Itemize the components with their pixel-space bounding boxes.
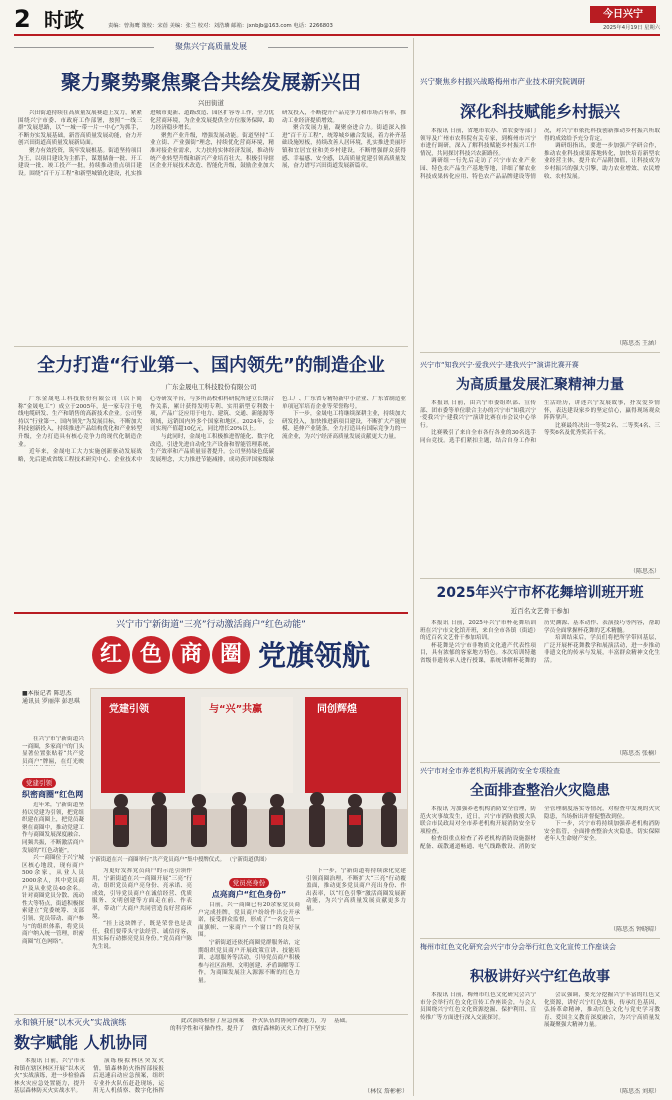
section-title: 时政 bbox=[44, 9, 84, 31]
paragraph: 本报讯 日前，由兴宁市委组织部、宣传部、团市委等单位联合主办的兴宁市“知我兴宁·爱我兴宁·建我兴宁”演讲比赛在市会议中心举行。 bbox=[420, 400, 536, 429]
byline-source: 兴田街道 bbox=[198, 99, 224, 107]
article-body bbox=[92, 868, 192, 1010]
paragraph: 本报讯 日前，兴宁市永和镇在辖区林区开展“以木灭火”实战演练，进一步检验森林火灾应急处置能力，提升基层森林防灭火实战水平。 bbox=[14, 1058, 85, 1095]
byline: （陈思杰 钟晓晴） bbox=[610, 926, 660, 933]
photo-label: 与“兴”共赢 bbox=[209, 704, 263, 715]
headline-char: 色 bbox=[132, 636, 170, 674]
tag-badge: 党员亮身份 bbox=[229, 878, 270, 888]
newspaper-logo: 今日兴宁 bbox=[590, 6, 656, 23]
issue-date: 2025年4月19日 星期六 bbox=[602, 25, 660, 31]
paragraph: 演练模拟林区突发火情，镇森林防火指挥部接报后迅速启动应急预案，组织专业扑火队伍赶赴现场，运用无人机侦察、数字化指挥 bbox=[93, 1058, 164, 1095]
headline: 全力打造“行业第一、国内领先”的制造企业 bbox=[37, 355, 385, 376]
page-number: 2 bbox=[14, 6, 31, 32]
article-body bbox=[420, 992, 660, 1086]
headline: 为高质量发展汇聚精神力量 bbox=[456, 377, 624, 393]
paragraph: 聚力有效投资，筑牢发展根基。街道坚持项目为王，以项目建设为主抓手，谋划储备一批、开工建设一批、竣工投产一批，持续推动重点项目建设。围绕“百千万工程”和新型城镇化建设，扎实推进城市更新、道路改造、园区扩容等工作，全力优化营商环境，为企业发展提供全方位服务保障，助力经济稳步增长。 bbox=[18, 110, 274, 177]
paragraph: 近年来，金晟电工大力实施创新驱动发展战略，先后建成省级工程技术研究中心、企业技术中心等研发平台，与多所高校和科研院所建立长期合作关系，累计获得发明专利、实用新型专利数十项，产品广泛应用于电力、建筑、交通、新能源等领域，远销国内外多个国家和地区。2024年，公司实现产值超10亿元，同比增长20%以上。 bbox=[18, 396, 274, 463]
paragraph: 检查组重点检查了养老机构消防设施器材配备、疏散通道畅通、电气线路敷设、消防安全管理制度落实等情况，对检查中发现的火灾隐患，当场指出并督促整改到位。 bbox=[420, 806, 660, 850]
kicker: 兴宁市“知我兴宁·爱我兴宁·建我兴宁”演讲比赛开赛 bbox=[420, 361, 579, 369]
masthead-rule bbox=[14, 34, 660, 36]
paragraph: 在兴宁市宁新街道兴一商圈，多家商户的门头显著位置张贴着“共产党员商户”牌匾，在灯光映 bbox=[22, 736, 84, 765]
paragraph: 兴一商圈位于兴宁城区核心地段，现有商户500余家，从业人员2000余人，其中党员商户及从业党员40余名。针对商圈党员分散、流动性大等特点，街道积极探索建立“党委统筹、支部引领、党员带动、商户参与”的组织体系，将党员商户纳入统一管理，织密商圈“红色网络”。 bbox=[22, 855, 84, 945]
paragraph: 下一步，兴宁市将持续加强养老机构消防安全监管，全面排查整治火灾隐患，切实保障老年人生命财产安全。 bbox=[544, 821, 660, 843]
paragraph: 下一步，金晟电工将继续深耕主业，持续加大研发投入，加快推进新项目建设，不断扩大产能规模、延伸产业链条，全力打造具有国际竞争力的一流企业，为兴宁经济高质量发展贡献更大力量。 bbox=[282, 411, 406, 440]
article-body bbox=[306, 868, 406, 1010]
article-body bbox=[22, 736, 84, 766]
divider bbox=[420, 578, 660, 579]
kicker: 兴宁市宁新街道“三亮”行动激活商户“红色动能” bbox=[116, 620, 306, 630]
reporter-info: ■本报记者 陈思杰 通讯员 罗丽萍 彭思琪 bbox=[22, 690, 80, 705]
article-body bbox=[420, 128, 660, 342]
paragraph: 本报讯 日前，2025年兴宁市杯花舞培训班在兴宁市文化馆开班，来自全市各镇（街道）的近百名文艺骨干参加培训。 bbox=[420, 620, 536, 642]
divider bbox=[14, 1014, 408, 1015]
article-body bbox=[18, 110, 406, 342]
divider bbox=[14, 346, 408, 347]
byline: （陈思杰 张楠） bbox=[616, 750, 660, 757]
article-body bbox=[14, 1058, 164, 1096]
paragraph: 本报讯 日前，省地市农办、省农委等部门领导及广州市农科院有关专家，到梅州市兴宁市进行调研，深入了解科技赋能乡村振兴工作情况，共同探讨科技兴农新路径。 bbox=[420, 128, 536, 157]
paragraph: 聚焦产业升级，增强发展动能。街道坚持“工业立街、产业强街”理念，持续优化营商环境，精准对接企业需求，大力扶持实体经济发展，推动传统产业转型升级和新兴产业培育壮大。积极引导辖区企业开展技术改造、智能化升级，鼓励企业加大研发投入，不断提升产品竞争力和市场占有率，推动工业经济提质增效。 bbox=[150, 110, 406, 170]
news-photo bbox=[90, 688, 408, 854]
article-body bbox=[18, 396, 406, 608]
byline: （陈思杰 王涵） bbox=[616, 340, 660, 347]
divider bbox=[420, 938, 660, 939]
kicker: 永和镇开展“以木灭火”实战演练 bbox=[14, 1018, 127, 1027]
tag-badge: 党建引领 bbox=[22, 778, 56, 788]
paragraph: 聚合发展力量，凝聚奋进合力。街道深入推进“百千万工程”，统筹城乡融合发展，着力补齐基础设施短板，持续改善人居环境，扎实推进美丽圩镇和宜居宜业和美乡村建设，不断增强群众获得感、幸福感、安全感，以高质量党建引领高质量发展，奋力谱写兴田街道发展新篇章。 bbox=[282, 125, 406, 170]
photo-caption: 宁新街道在兴一商圈举行“共产党员商户”集中授牌仪式。 （宁新街道供图） bbox=[90, 857, 270, 863]
photo-label: 同创辉煌 bbox=[317, 704, 357, 715]
photo-label: 党建引领 bbox=[109, 704, 149, 715]
editor-info: 责编：曾海鹰 策校：宋蓓 美编：张兰 校对：刘浩璘 邮箱：jxnbjb@163.com 电话：2266803 bbox=[108, 23, 333, 29]
paragraph: 目前，兴一商圈已有20余家党员商户完成挂牌，党员商户纷纷作出公开承诺，接受群众监督，形成了“一名党员一面旗帜、一家商户一个窗口”的良好氛围。 bbox=[198, 902, 300, 939]
byline: （陈思杰） bbox=[629, 568, 660, 575]
section-heading bbox=[198, 870, 300, 900]
headline: 2025年兴宁市杯花舞培训班开班 bbox=[436, 585, 644, 601]
paragraph: 此次演练检验了应急预案的科学性和可操作性，提升了扑火队伍的协同作战能力，为做好森林防灭火工作打下坚实基础。 bbox=[170, 1018, 351, 1032]
paragraph: 近年来，宁新街道坚持以党建为引领，把党组织建在商圈上，把党员凝聚在商圈中，推动党建工作与商圈发展深度融合、同频共振，不断激活商户发展的“红色动能”。 bbox=[22, 802, 84, 854]
kicker: 兴宁市对全市养老机构开展消防安全专项检查 bbox=[420, 767, 560, 775]
column-divider bbox=[413, 38, 414, 1096]
divider bbox=[420, 352, 660, 353]
section-heading bbox=[22, 770, 84, 800]
divider bbox=[420, 762, 660, 763]
headline: 积极讲好兴宁红色故事 bbox=[470, 969, 610, 985]
paragraph: 比赛吸引了来自全市各行各业的30名选手同台竞技。选手们紧扣主题，结合自身工作和生活经历，讲述兴宁发展故事，抒发爱乡情怀，表达建设家乡的坚定信心，赢得现场观众阵阵掌声。 bbox=[420, 400, 660, 444]
headline-char: 红 bbox=[92, 636, 130, 674]
headline-char: 商 bbox=[172, 636, 210, 674]
paragraph: “挂上这块牌子，既是荣誉也是责任，我们要带头守法经营、诚信待客，用实际行动擦亮党员身份。”党员商户陈先生说。 bbox=[92, 921, 192, 950]
paragraph: 下一步，宁新街道将持续深化党建引领商圈治理，不断扩大“三亮”行动覆盖面，推动更多党员商户亮出身份、作出表率，以“红色引擎”激活商圈发展新动能，为兴宁高质量发展贡献更多力量。 bbox=[306, 868, 406, 912]
paragraph: 与此同时，金晟电工积极推进智能化、数字化改造，引进先进自动化生产设备和智能管理系统，生产效率和产品质量显著提升。公司坚持绿色低碳发展理念，大力推进节能减排，成功获评国家级绿色工厂、广东省专精特新中小企业、广东省制造业单项冠军培育企业等荣誉称号。 bbox=[150, 396, 406, 463]
article-body bbox=[170, 1018, 408, 1088]
kicker: 梅州市红色文化研究会兴宁市分会举行红色文化宣传工作座谈会 bbox=[420, 943, 616, 951]
paragraph: 比赛最终决出一等奖2名、二等奖4名、三等奖6名及优秀奖若干名。 bbox=[544, 422, 660, 437]
subheading: 织密商圈“红色网 bbox=[22, 790, 84, 799]
kicker: 聚焦兴宁高质量发展 bbox=[154, 42, 268, 53]
paragraph: 兴田街道持续在高质量发展赛道上发力，紧紧围绕兴宁市委、市政府工作部署，按照“一线三群”发展思路，以“一城一带一片一中心”为抓手，不断夯实发展基础，新晋高质量发展动能，奋力开创兴田街道高质量发展新局面。 bbox=[18, 110, 142, 147]
article-body bbox=[22, 802, 84, 1008]
paragraph: 调研组一行先后走访了兴宁市农业产业园、特色农产品生产基地等地，详细了解农业科技成果转化应用、特色农产品品牌建设等情况，对兴宁市依托科技创新推动乡村振兴所取得的成效给予充分肯定。 bbox=[420, 128, 660, 180]
byline-source: 广东金晟电工科技股份有限公司 bbox=[165, 383, 257, 391]
byline: （陈思杰 刘琼） bbox=[616, 1088, 660, 1095]
paragraph: 广东金晟电工科技股份有限公司（以下简称“金晟电工”）成立于2005年，是一家专注于电线电缆研发、生产和销售的高新技术企业。公司坚持以“行业第一、国内领先”为发展目标，不断加大科技创新投入，持续推进产品结构优化和产业转型升级，全力打造具有核心竞争力的现代化制造企业。 bbox=[18, 396, 142, 448]
subtitle: 近百名文艺骨干参加 bbox=[510, 607, 570, 615]
paragraph: 培训结束后，学员们将把所学带回基层，广泛开展杯花舞教学和展演活动，进一步推动非遗文化的传承与发展，丰富群众精神文化生活。 bbox=[544, 635, 660, 664]
headline bbox=[92, 636, 402, 678]
subheading: 点亮商户“红色身份” bbox=[211, 890, 287, 899]
kicker: 兴宁聚焦乡村振兴战略梅州市产业技术研究院调研 bbox=[420, 77, 585, 86]
paragraph: 会议强调，要充分挖掘兴宁丰富的红色文化资源，讲好兴宁红色故事，传承红色基因，弘扬革命精神，推动红色文化与党史学习教育、爱国主义教育深度融合，为兴宁高质量发展凝聚强大精神力量。 bbox=[544, 992, 660, 1029]
article-body bbox=[420, 620, 660, 750]
headline: 深化科技赋能乡村振兴 bbox=[459, 102, 620, 121]
article-xingtian bbox=[14, 38, 408, 64]
article-body bbox=[420, 400, 660, 568]
divider-bold bbox=[14, 612, 408, 614]
headline: 全面排查整治火灾隐患 bbox=[470, 783, 610, 799]
headline-char: 圈 bbox=[212, 636, 250, 674]
paragraph: 本报讯 日前，梅州市红色文化研究会兴宁市分会举行红色文化宣传工作座谈会，与会人员围绕兴宁红色文化资源挖掘、保护利用、宣传推广等方面进行深入交流探讨。 bbox=[420, 992, 536, 1021]
headline: 聚力聚势聚焦聚合共绘发展新兴田 bbox=[61, 70, 361, 94]
article-body bbox=[198, 902, 300, 1010]
paragraph: 本报讯 为加强养老机构消防安全管理，防范火灾事故发生，近日，兴宁市消防救援大队联合市民政局对全市养老机构开展消防安全专项检查。 bbox=[420, 806, 536, 835]
paragraph: 宁新街道还依托商圈党群服务站，定期组织党员商户开展政策宣讲、技能培训、志愿服务等活动，引导党员商户积极参与社区治理、文明创建、矛盾调解等工作，为商圈发展注入源源不断的红色力量。 bbox=[198, 939, 300, 984]
headline: 数字赋能 人机协同 bbox=[14, 1033, 148, 1052]
article-body bbox=[420, 806, 660, 926]
byline: （林仪 詹彬彬） bbox=[364, 1088, 408, 1095]
headline-rest: 党旗领航 bbox=[258, 639, 371, 672]
paragraph: 杯花舞是兴宁市非物质文化遗产代表性项目，具有浓郁的客家地方特色。本次培训特邀省级非遗传承人进行授课，系统讲解杯花舞的历史渊源、基本动作、表演技巧等内容，帮助学员全面掌握杯花舞的艺术精髓。 bbox=[420, 620, 660, 664]
paragraph: 为更好发挥党员商户的示范引领作用，宁新街道在兴一商圈开展“三亮”行动，组织党员商户亮身份、亮承诺、亮成效，引导党员商户在诚信经营、优质服务、文明创建等方面走在前、作表率，带动广大商户共同营造良好营商环境。 bbox=[92, 868, 192, 920]
paragraph: 调研组指出，要进一步加强产学研合作，推动农业科技成果落地转化，加快培育新型农业经营主体，提升农产品附加值，让科技成为乡村振兴的强大引擎，助力农业增效、农民增收、农村发展。 bbox=[544, 143, 660, 180]
